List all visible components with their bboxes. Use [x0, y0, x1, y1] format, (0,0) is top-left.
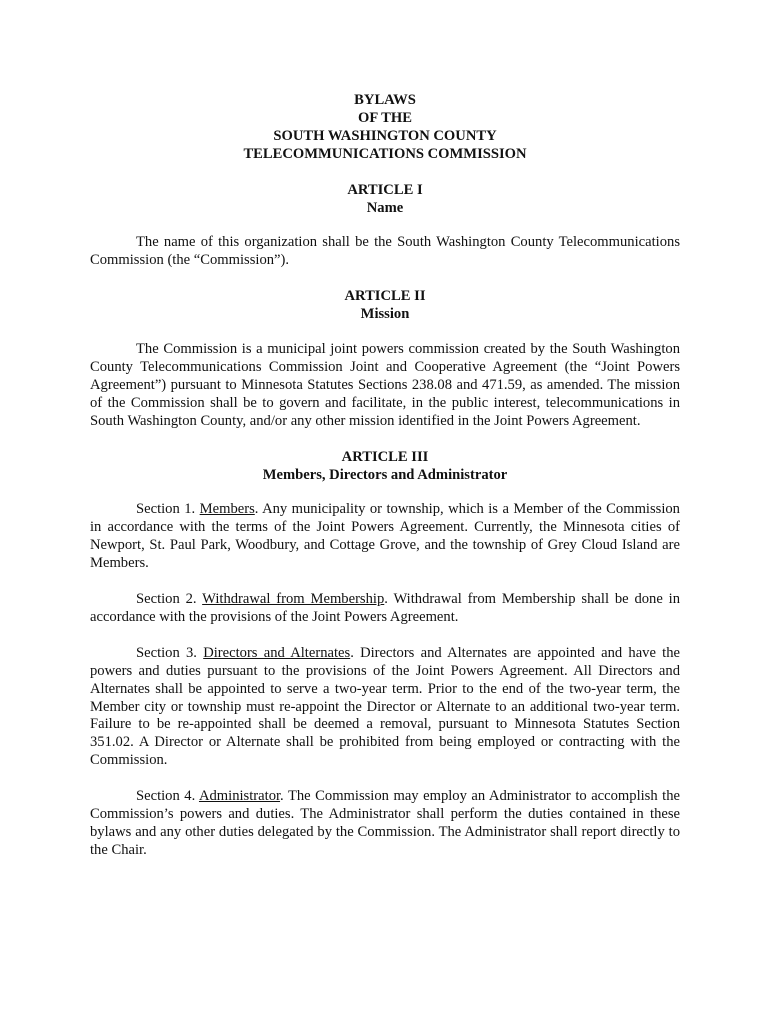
- title-line: OF THE: [358, 109, 412, 126]
- section-number: Section 3.: [136, 644, 204, 661]
- article-number: ARTICLE III: [341, 448, 429, 465]
- document-title: [90, 92, 680, 164]
- title-line: SOUTH WASHINGTON COUNTY: [273, 127, 497, 144]
- section-title: Directors and Alternates: [203, 644, 351, 661]
- article-2-text: The Commission is a municipal joint powers commission created by the South Washington County Telecommunications Commission Joint and Cooperative Agreement (the “Joint Powers Agreement”) pursuant to Minnesota Statutes Sections 238.08 and 471.59, as amended. The mission of the Commission shall be to govern and facilitate, in the public interest, telecommunications in South Washington County, and/or any other mission identified in the Joint Powers Agreement.: [90, 341, 680, 429]
- section-2: [90, 591, 680, 627]
- title-line: TELECOMMUNICATIONS COMMISSION: [243, 145, 527, 162]
- section-title: Members: [199, 501, 255, 518]
- section-number: Section 2.: [136, 591, 203, 608]
- article-title: Mission: [360, 306, 410, 323]
- article-number: ARTICLE I: [347, 181, 423, 198]
- section-title: Administrator: [198, 788, 281, 805]
- document-page: [90, 92, 680, 860]
- article-number: ARTICLE II: [344, 288, 426, 305]
- section-4: [90, 788, 680, 860]
- article-3-heading: [90, 449, 680, 485]
- section-1: [90, 501, 680, 573]
- section-number: Section 1.: [136, 501, 200, 518]
- section-text: . Withdrawal from Membership shall be done in accordance with the provisions of the Joint Powers Agreement.: [90, 591, 681, 625]
- section-text: . Directors and Alternates are appointed and have the powers and duties pursuant to the provisions of the Joint Powers Agreement. All Directors and Alternates shall be appointed to serve a two-year term. Prior to the end of the two-year term, the Member city or township must re-appoint the Director or Alternate to an additional two-year term. Failure to be re-appointed shall be deemed a removal, pursuant to Minnesota Statutes Section 351.02. A Director or Alternate shall be prohibited from being employed or contracting with the Commission.: [90, 644, 680, 769]
- section-text: . Any municipality or township, which is a Member of the Commission in accordance with the terms of the Joint Powers Agreement. Currently, the Minnesota cities of Newport, St. Paul Park, Woodbury, and Cottage Grove, and the township of Grey Cloud Island are Members.: [90, 501, 680, 572]
- article-title: Members, Directors and Administrator: [262, 466, 508, 483]
- section-3: [90, 645, 680, 770]
- section-text: . The Commission may employ an Administrator to accomplish the Commission’s powers and duties. The Administrator shall perform the duties contained in these bylaws and any other duties delegated by the Commission. The Administrator shall report directly to the Chair.: [90, 788, 681, 858]
- article-1-text: The name of this organization shall be the South Washington County Telecommunications Commission (the “Commission”).: [90, 234, 680, 269]
- section-number: Section 4.: [136, 788, 199, 805]
- title-line: BYLAWS: [354, 92, 416, 108]
- article-2-heading: [90, 288, 680, 324]
- article-1-heading: [90, 182, 680, 218]
- article-title: Name: [366, 199, 404, 216]
- section-title: Withdrawal from Membership: [202, 591, 385, 608]
